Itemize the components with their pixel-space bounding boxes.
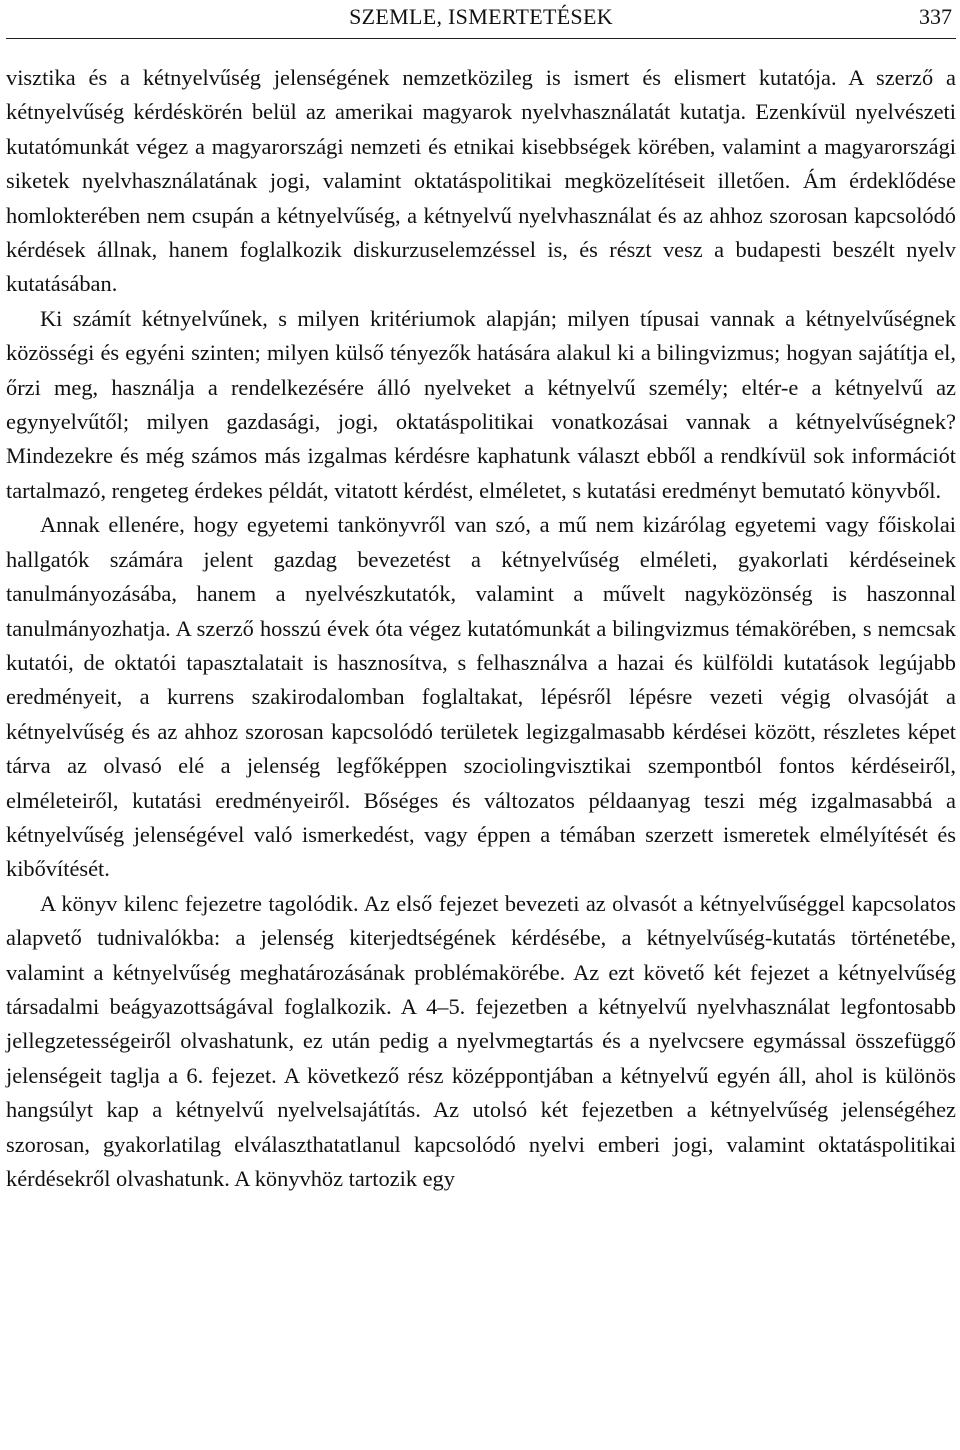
paragraph-4: A könyv kilenc fejezetre tagolódik. Az első fejezet bevezeti az olvasót a kétnyelvűséggel kapcsolatos alapvető tudnivalókba: a jelenség kiterjedtségének kérdésébe, a kétnyelvűség-kutatás történetébe, valamint a kétnyelvűség meghatározásának problémakörébe. Az ezt követő két fejezet a kétnyelvűség társadalmi beágyazottságával foglalkozik. A 4–5. fejezetben a kétnyelvű nyelvhasználat legfontosabb jellegzetességeiről olvashatunk, ez után pedig a nyelvmegtartás és a nyelvcsere egymással összefüggő jelenségeit taglja a 6. fejezet. A következő rész középpontjában a kétnyelvű egyén áll, ahol is különös hangsúlyt kap a kétnyelvű nyelvelsajátítás. Az utolsó két fejezetben a kétnyelvűség jelenségéhez szorosan, gyakorlatilag elválaszthatatlanul kapcsolódó nyelvi emberi jogi, valamint oktatáspolitikai kérdésekről olvashatunk. A könyvhöz tartozik egy: [6, 890, 956, 1191]
body-text: [6, 61, 956, 1196]
paragraph-1: visztika és a kétnyelvűség jelenségének nemzetközileg is ismert és elismert kutatója. A szerző a kétnyelvűség kérdéskörén belül az amerikai magyarok nyelvhasználatát kutatja. Ezenkívül nyelvészeti kutatómunkát végez a magyarországi nemzeti és etnikai kisebbségek körében, valamint a magyarországi siketek nyelvhasználatának jogi, valamint oktatáspolitikai megközelítéseit illetően. Ám érdeklődése homlokterében nem csupán a kétnyelvűség, a kétnyelvű nyelvhasználat és az ahhoz szorosan kapcsolódó kérdések állnak, hanem foglalkozik diskurzuselemzéssel is, és részt vesz a budapesti beszélt nyelv kutatásában.: [6, 65, 956, 297]
paragraph-2: Ki számít kétnyelvűnek, s milyen kritériumok alapján; milyen típusai vannak a kétnyelvűségnek közösségi és egyéni szinten; milyen külső tényezők hatására alakul ki a bilingvizmus; hogyan sajátítja el, őrzi meg, használja a rendelkezésére álló nyelveket a kétnyelvű személy; eltér-e a kétnyelvű az egynyelvűtől; milyen gazdasági, jogi, oktatáspolitikai vonatkozásai vannak a kétnyelvűségnek? Mindezekre és még számos más izgalmas kérdésre kaphatunk választ ebből a rendkívül sok információt tartalmazó, rengeteg érdekes példát, vitatott kérdést, elméletet, s kutatási eredményt bemutató könyvből.: [6, 305, 956, 503]
running-title: SZEMLE, ISMERTETÉSEK: [349, 4, 613, 29]
page-number: 337: [919, 4, 952, 29]
page-header: [6, 0, 956, 39]
paragraph-3: Annak ellenére, hogy egyetemi tankönyvről van szó, a mű nem kizárólag egyetemi vagy főiskolai hallgatók számára jelent gazdag bevezetést a kétnyelvűség elméleti, gyakorlati kérdéseinek tanulmányozásába, hanem a nyelvészkutatók, valamint a művelt nagyközönség is haszonnal tanulmányozhatja. A szerző hosszú évek óta végez kutatómunkát a bilingvizmus témakörében, s nemcsak kutatói, de oktatói tapasztalatait is hasznosítva, s felhasználva a hazai és külföldi kutatások legújabb eredményeit, a kurrens szakirodalomban foglaltakat, lépésről lépésre vezeti végig olvasóját a kétnyelvűség és az ahhoz szorosan kapcsolódó területek legizgalmasabb kérdései között, részletes képet tárva az olvasó elé a jelenség legfőképpen szociolingvisztikai szempontból fontos kérdéseiről, elméleteiről, kutatási eredményeiről. Bőséges és változatos példaanyag teszi még izgalmasabbá a kétnyelvűség jelenségével való ismerkedést, vagy éppen a témában szerzett ismeretek elmélyítését és kibővítését.: [6, 512, 956, 882]
